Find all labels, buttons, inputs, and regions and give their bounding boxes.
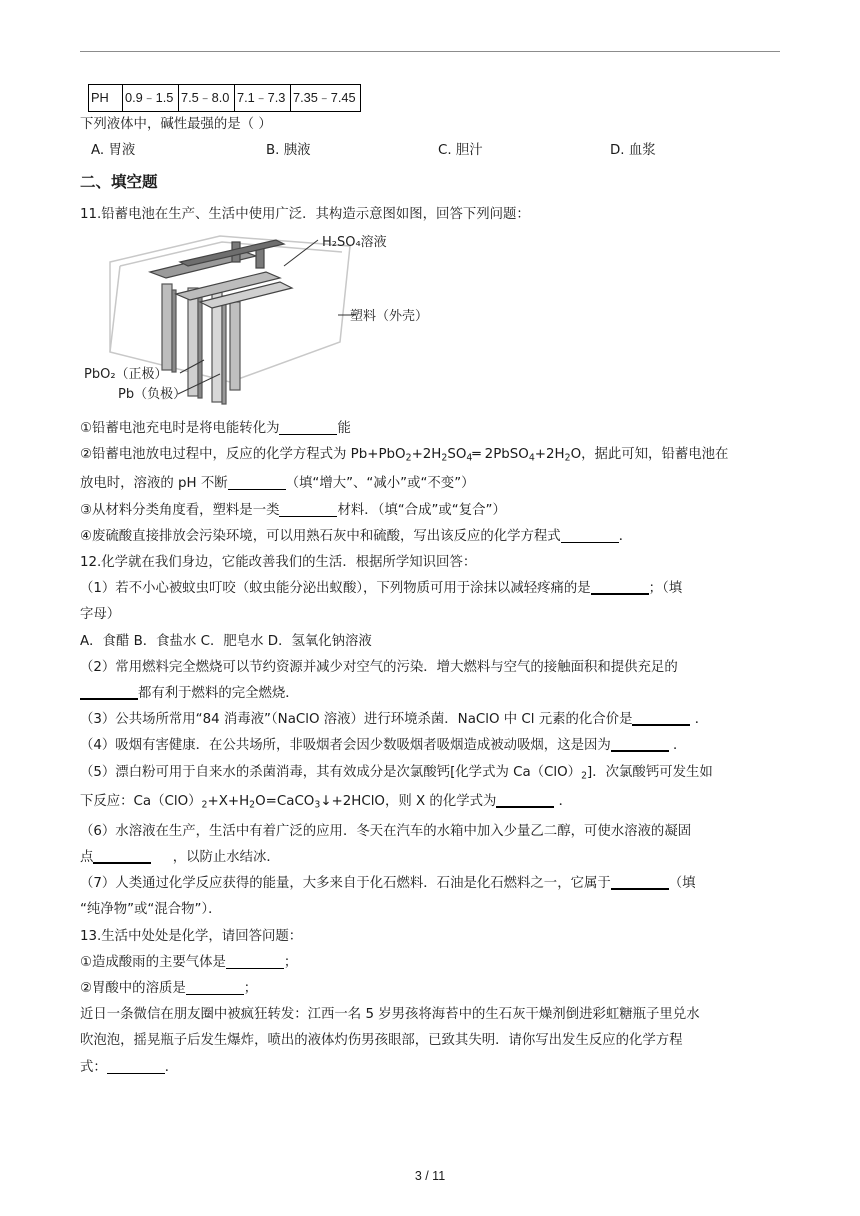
q12-part4-text: （4）吸烟有害健康．在公共场所，非吸烟者会因少数吸烟者吸烟造成被动吸烟，这是因为 xyxy=(80,738,611,754)
ph-cell-pancreas: 7.5﹣8.0 xyxy=(179,85,235,112)
answer-blank[interactable] xyxy=(93,846,151,864)
answer-blank[interactable] xyxy=(279,500,337,517)
label-plastic-shell: 塑料（外壳） xyxy=(350,308,429,324)
subscript: 4 xyxy=(528,452,535,464)
q10-stem: 下列液体中，碱性最强的是（ ） xyxy=(80,117,272,132)
q12-part7-text: （7）人类通过化学反应获得的能量，大多来自于化石燃料．石油是化石燃料之一，它属于 xyxy=(80,876,611,892)
q11-item4-text: ④废硫酸直接排放会污染环境，可以用熟石灰中和硫酸，写出该反应的化学方程式 xyxy=(80,528,561,544)
q11-item2-text: SO xyxy=(447,446,467,462)
subscript: 2 xyxy=(581,769,588,781)
page-content xyxy=(80,84,780,1081)
q12-part3 xyxy=(80,707,780,733)
battery-figure xyxy=(80,232,429,412)
q12-part2: （2）常用燃料完全燃烧可以节约资源并减少对空气的污染．增大燃料与空气的接触面积和提供充足的 xyxy=(80,659,678,675)
ph-cell-stomach: 0.9﹣1.5 xyxy=(123,85,179,112)
q12-part5-text: +X+H xyxy=(207,794,250,810)
q12-part1-text: （1）若不小心被蚊虫叮咬（蚊虫能分泌出蚁酸），下列物质可用于涂抹以减轻疼痛的是 xyxy=(80,581,591,597)
label-h2so4: H₂SO₄溶液 xyxy=(322,234,387,250)
answer-blank[interactable] xyxy=(496,790,554,808)
answer-blank[interactable] xyxy=(611,734,669,752)
q11-item2-text: +2H xyxy=(534,446,565,462)
answer-blank[interactable] xyxy=(226,952,284,969)
answer-blank[interactable] xyxy=(611,872,669,890)
ph-cell-plasma: 7.35﹣7.45 xyxy=(291,85,361,112)
page-number: 3 / 11 xyxy=(414,1169,446,1183)
q13-item2-text: ②胃酸中的溶质是 xyxy=(80,980,186,996)
q11-item1-text: ①铅蓄电池充电时是将电能转化为 xyxy=(80,420,280,436)
q12-part4 xyxy=(80,733,780,759)
answer-blank[interactable] xyxy=(107,1057,165,1074)
q11-item1 xyxy=(80,416,780,442)
q13-item1-text: ； xyxy=(283,954,298,970)
subscript: 4 xyxy=(466,452,473,464)
answer-blank[interactable] xyxy=(80,682,138,700)
q12-part1 xyxy=(80,576,780,602)
ph-table xyxy=(88,84,361,112)
q12-part3-text: （3）公共场所常用“84 消毒液”（NaClO 溶液）进行环境杀菌．NaClO 中 Cl 元素的化合价是 xyxy=(80,712,633,728)
q13-item1 xyxy=(80,950,780,976)
q13-item2-text: ； xyxy=(243,980,258,996)
answer-blank[interactable] xyxy=(591,577,649,595)
q13-para-line2: 吹泡泡，摇晃瓶子后发生爆炸，喷出的液体灼伤男孩眼部，已致其失明．请你写出发生反应的化学方程 xyxy=(80,1033,683,1049)
q12-part5-text: （5）漂白粉可用于自来水的杀菌消毒，其有效成分是次氯酸钙[化学式为 Ca（ClO） xyxy=(80,764,582,780)
q12-part5-text: ]．次氯酸钙可发生如 xyxy=(587,764,713,780)
q13-para-line3 xyxy=(80,1055,780,1081)
q11-item3-text: 材料．（填“合成”或“复合”） xyxy=(337,502,506,518)
q11-item2-text: ═ 2PbSO xyxy=(472,446,529,462)
q13-stem: 13.生活中处处是化学，请回答问题： xyxy=(80,928,303,944)
q13-para-line1: 近日一条微信在朋友圈中被疯狂转发：江西一名 5 岁男孩将海苔中的生石灰干燥剂倒进彩虹糖瓶子里兑水 xyxy=(80,1007,700,1023)
q10-option-d[interactable]: D. 血浆 xyxy=(610,143,656,159)
section-title: 二、填空题 xyxy=(80,173,158,192)
q12-part7-text: （填 xyxy=(668,876,696,892)
answer-blank[interactable] xyxy=(561,526,619,543)
q12-part6-text: ，以防止水结冰． xyxy=(172,849,280,865)
q11-item2-text: （填“增大”、“减小”或“不变”） xyxy=(285,476,475,492)
q10-option-a[interactable]: A. 胃液 xyxy=(91,143,136,159)
q11-stem: 11.铅蓄电池在生产、生活中使用广泛．其构造示意图如图，回答下列问题： xyxy=(80,207,530,223)
subscript: 2 xyxy=(405,452,412,464)
q13-item1-text: ①造成酸雨的主要气体是 xyxy=(80,954,226,970)
q12-part5-text: ↓+2HClO，则 X 的化学式为 xyxy=(320,794,497,810)
q12-part5-cont xyxy=(80,789,780,819)
subscript: 3 xyxy=(314,799,321,811)
label-pbo2-positive: PbO₂（正极） xyxy=(84,366,168,382)
q12-part5-text: ． xyxy=(558,794,573,810)
q11-item4 xyxy=(80,524,780,550)
q11-item2 xyxy=(80,442,780,472)
q10-option-b[interactable]: B. 胰液 xyxy=(266,143,311,159)
q12-part5 xyxy=(80,760,780,790)
q11-item3 xyxy=(80,498,780,524)
q13-para-text: 式： xyxy=(80,1059,107,1075)
q12-part6-text: 点 xyxy=(80,849,94,865)
subscript: 2 xyxy=(564,452,571,464)
subscript: 2 xyxy=(201,799,208,811)
q11-item2-text: O，据此可知，铅蓄电池在 xyxy=(570,446,729,462)
q13-para-text: ． xyxy=(164,1059,179,1075)
q12-part2-text: 都有利于燃料的完全燃烧． xyxy=(138,685,299,701)
q12-part1-options: A．食醋 B．食盐水 C．肥皂水 D．氢氧化钠溶液 xyxy=(80,633,372,649)
label-pb-negative: Pb（负极） xyxy=(118,386,187,402)
subscript: 2 xyxy=(441,452,448,464)
q11-item2-text: 放电时，溶液的 pH 不断 xyxy=(80,476,228,492)
q12-part3-text: ． xyxy=(694,712,709,728)
ph-table-header: PH xyxy=(89,85,123,112)
answer-blank[interactable] xyxy=(279,418,337,435)
answer-blank[interactable] xyxy=(186,978,244,995)
q12-part1-cont: 字母） xyxy=(80,607,121,623)
q11-item1-tail: 能 xyxy=(337,420,351,436)
q11-item2-text: ②铅蓄电池放电过程中，反应的化学方程式为 Pb+PbO xyxy=(80,446,406,462)
q12-part5-text: O=CaCO xyxy=(255,794,315,810)
header-rule xyxy=(80,51,780,52)
q12-part2-cont xyxy=(80,681,780,707)
q10-option-c[interactable]: C. 胆汁 xyxy=(438,143,483,159)
q12-part7 xyxy=(80,871,780,897)
q11-item2-cont xyxy=(80,471,780,497)
q12-part4-text: ． xyxy=(673,738,687,754)
q11-item4-text: ． xyxy=(618,528,633,544)
q12-part5-text: 下反应：Ca（ClO） xyxy=(80,794,202,810)
q11-item3-text: ③从材料分类角度看，塑料是一类 xyxy=(80,502,280,518)
q12-part6: （6）水溶液在生产，生活中有着广泛的应用．冬天在汽车的水箱中加入少量乙二醇，可使水溶液的凝固 xyxy=(80,823,692,839)
q13-item2 xyxy=(80,976,780,1002)
answer-blank[interactable] xyxy=(632,708,690,726)
q12-stem: 12.化学就在我们身边，它能改善我们的生活．根据所学知识回答： xyxy=(80,554,477,570)
ph-cell-bile: 7.1﹣7.3 xyxy=(235,85,291,112)
q11-item2-text: +2H xyxy=(411,446,442,462)
subscript: 2 xyxy=(249,799,256,811)
q12-part6-cont xyxy=(80,845,780,871)
answer-blank[interactable] xyxy=(228,473,286,490)
q12-part7-cont: “纯净物”或“混合物”）． xyxy=(80,902,222,918)
q12-part1-text: ；（填 xyxy=(648,581,683,597)
q10-options xyxy=(80,138,780,164)
